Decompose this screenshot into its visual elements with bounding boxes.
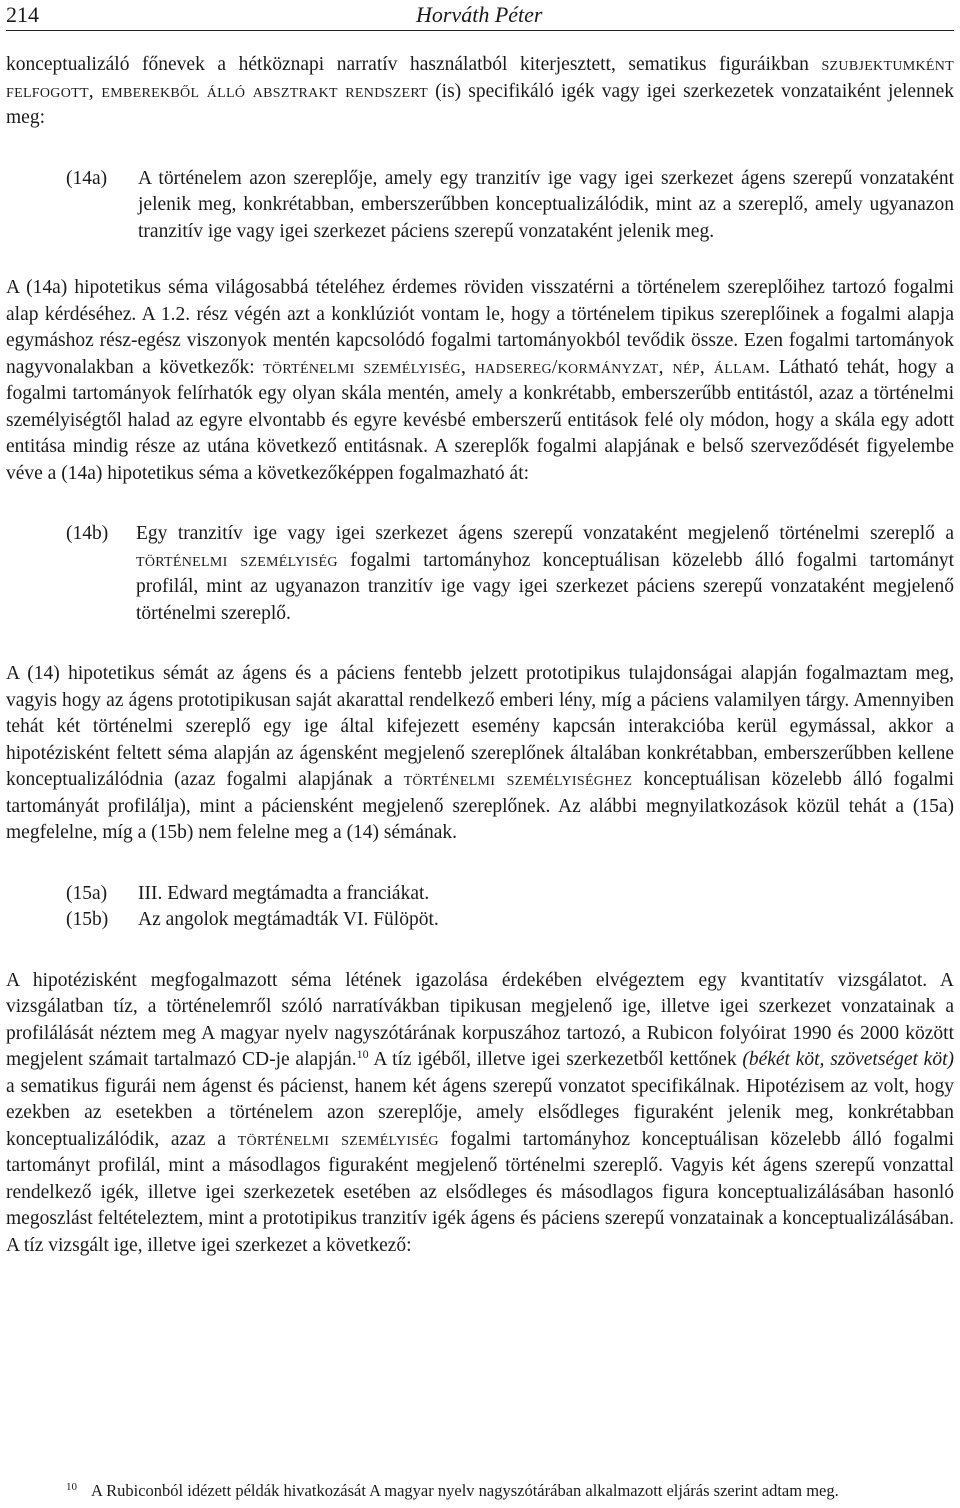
text-run: Látható tehát, hogy a fogalmi tartományok felírhatók egy olyan skála mentén, amely a konkrétabb, emberszerűbb entitástól, azaz a történelmi személyiségtől halad az egyre elvontabb és egyre kevésbé emberszerű entitások felé oly módon, hogy a skála egy adott entitása mindig része az utána következő entitásnak. A szereplők fogalmi alapjának e belső szerveződését figyelembe véve a (14a) hipotetikus séma a következőképpen fogalmazható át: — [6, 356, 954, 484]
example-text: A történelem azon szereplője, amely egy tranzitív ige vagy igei szerkezet ágens szerepű vonzataként jelenik meg, konkrétabban, emberszerűbben konceptualizálódik, mint az a szereplő, amely ugyanazon tranzitív ige vagy igei szerkezet páciens szerepű vonzataként jelenik meg. — [138, 167, 954, 242]
text-run: Egy tranzitív ige vagy igei szerkezet ágens szerepű vonzataként megjelenő történelmi szereplő a — [136, 523, 954, 544]
italic-term: (békét köt, szövetséget köt) — [742, 1049, 954, 1070]
example-label: (14b) — [66, 523, 109, 544]
text-run: A (14a) hipotetikus séma világosabbá tételéhez érdemes röviden visszatérni a történelem szereplőihez tartozó fogalmi alap kérdéséhez. A 1.2. rész végén azt a konklúziót vontam le, hogy a történelem tipikus szereplőinek a fogalmi alapja egymáshoz rész-egész viszonyok mentén kapcsolódó fogalmi tartományokból tevődik össze. Ezen fogalmi tartományok nagyvonalakban a következők: — [6, 277, 954, 378]
running-author: Horváth Péter — [416, 2, 543, 27]
example-label: (14a) — [66, 167, 108, 189]
footnote-number: 10 — [66, 1481, 77, 1493]
text-run: A hipotézisként megfogalmazott séma létének igazolása érdekében elvégeztem egy kvantitatív vizsgálatot. A vizsgálatban tíz, a történelemről szóló narratívákban tipikusan megjelenő ige, illetve igei szerkezet vonzatainak a profilálását néztem meg A magyar nyelv nagyszótárának korpuszához tartozó, a Rubicon folyóirat 1990 és 2000 között megjelent számait tartalmazó CD-je alapján. — [6, 969, 954, 1070]
footnote-text: A Rubiconból idézett példák hivatkozását A magyar nyelv nagyszótárában alkalmazott eljárás szerint adtam meg. — [91, 1481, 839, 1500]
example-text: III. Edward megtámadta a franciákat. — [138, 882, 430, 904]
text-run: fogalmi tartományhoz konceptuálisan közelebb álló fogalmi tartományt profilál, mint a másodlagos figuraként megjelenő történelmi szereplő. Vagyis két ágens szerepű vonzattal rendelkező igék, illetve igei szerkezetek esetében az elsődleges és másodlagos figura konceptualizálásában hasonló megoszlást feltételeztem, mint a prototipikus tranzitív igék ágens és páciens szerepű vonzatainak a konceptualizálásában. A tíz vizsgált ige, illetve igei szerkezet a következő: — [6, 1128, 954, 1256]
small-caps-term: szubjektumként felfogott, emberekből álló absztrakt rendszert — [6, 54, 954, 102]
example-14b — [66, 521, 954, 627]
paragraph-4 — [6, 968, 954, 1260]
paragraph-3 — [6, 661, 954, 847]
small-caps-term: történelmi személyiség, hadsereg/kormányzat, nép, állam. — [263, 356, 771, 378]
text-run: konceptualizáló főnevek a hétköznapi narratív használatból kiterjesztett, sematikus figuráikban — [6, 54, 822, 75]
example-14a — [66, 166, 954, 246]
example-label: (15a) — [66, 882, 108, 904]
text-run: A tíz igéből, illetve igei szerkezetből kettőnek — [368, 1049, 743, 1070]
main-text — [6, 52, 954, 1259]
text-run: fogalmi tartományhoz konceptuálisan közelebb álló fogalmi tartományt profilál, mint az ugyanazon tranzitív ige vagy igei szerkezet páciens szerepű vonzataként megjelenő történelmi szereplő. — [136, 549, 955, 624]
example-15b — [66, 907, 954, 934]
footnote-reference[interactable]: 10 — [356, 1047, 369, 1061]
paragraph-1 — [6, 52, 954, 132]
text-run: konceptuálisan közelebb álló fogalmi tartományát profilálja), mint a páciensként megjelenő szereplőnek. Az alábbi megnyilatkozások közül tehát a (15a) megfelelne, míg a (15b) nem felelne meg a (14) sémának. — [6, 769, 954, 843]
text-run: (is) specifikáló igék vagy igei szerkezetek vonzataiként jelennek meg: — [6, 80, 954, 128]
text-run: a sematikus figurái nem ágenst és pácienst, hanem két ágens szerepű vonzatot specifikálnak. Hipotézisem az volt, hogy ezekben az esetekben a történelem azon szereplője, amely elsődleges figuraként jelenik meg, konkrétabban konceptualizálódik, azaz a — [6, 1075, 954, 1150]
small-caps-term: történelmi személyiség — [237, 1128, 439, 1150]
small-caps-term: történelmi személyiséghez — [403, 769, 633, 790]
page-number: 214 — [6, 2, 39, 27]
example-text — [136, 521, 954, 627]
example-text: Az angolok megtámadták VI. Fülöpöt. — [138, 909, 439, 930]
footnote — [6, 1476, 954, 1502]
example-15a — [66, 881, 954, 908]
running-header — [6, 0, 954, 31]
small-caps-term: történelmi személyiség — [136, 549, 338, 571]
paragraph-2 — [6, 275, 954, 487]
text-run: A (14) hipotetikus sémát az ágens és a páciens fentebb jelzett prototipikus tulajdonságai alapján fogalmaztam meg, vagyis hogy az ágens prototipikusan saját akarattal rendelkező emberi lény, míg a páciens valamilyen tárgy. Amennyiben tehát két történelmi szereplő egy ige által kifejezett esemény kapcsán interakcióba kerül egymással, akkor a hipotézisként feltett séma alapján az ágensként megjelenő szereplőnek általában konkrétabban, emberszerűbben kellene konceptualizálódnia (azaz fogalmi alapjának a — [6, 663, 954, 790]
example-label: (15b) — [66, 909, 109, 930]
